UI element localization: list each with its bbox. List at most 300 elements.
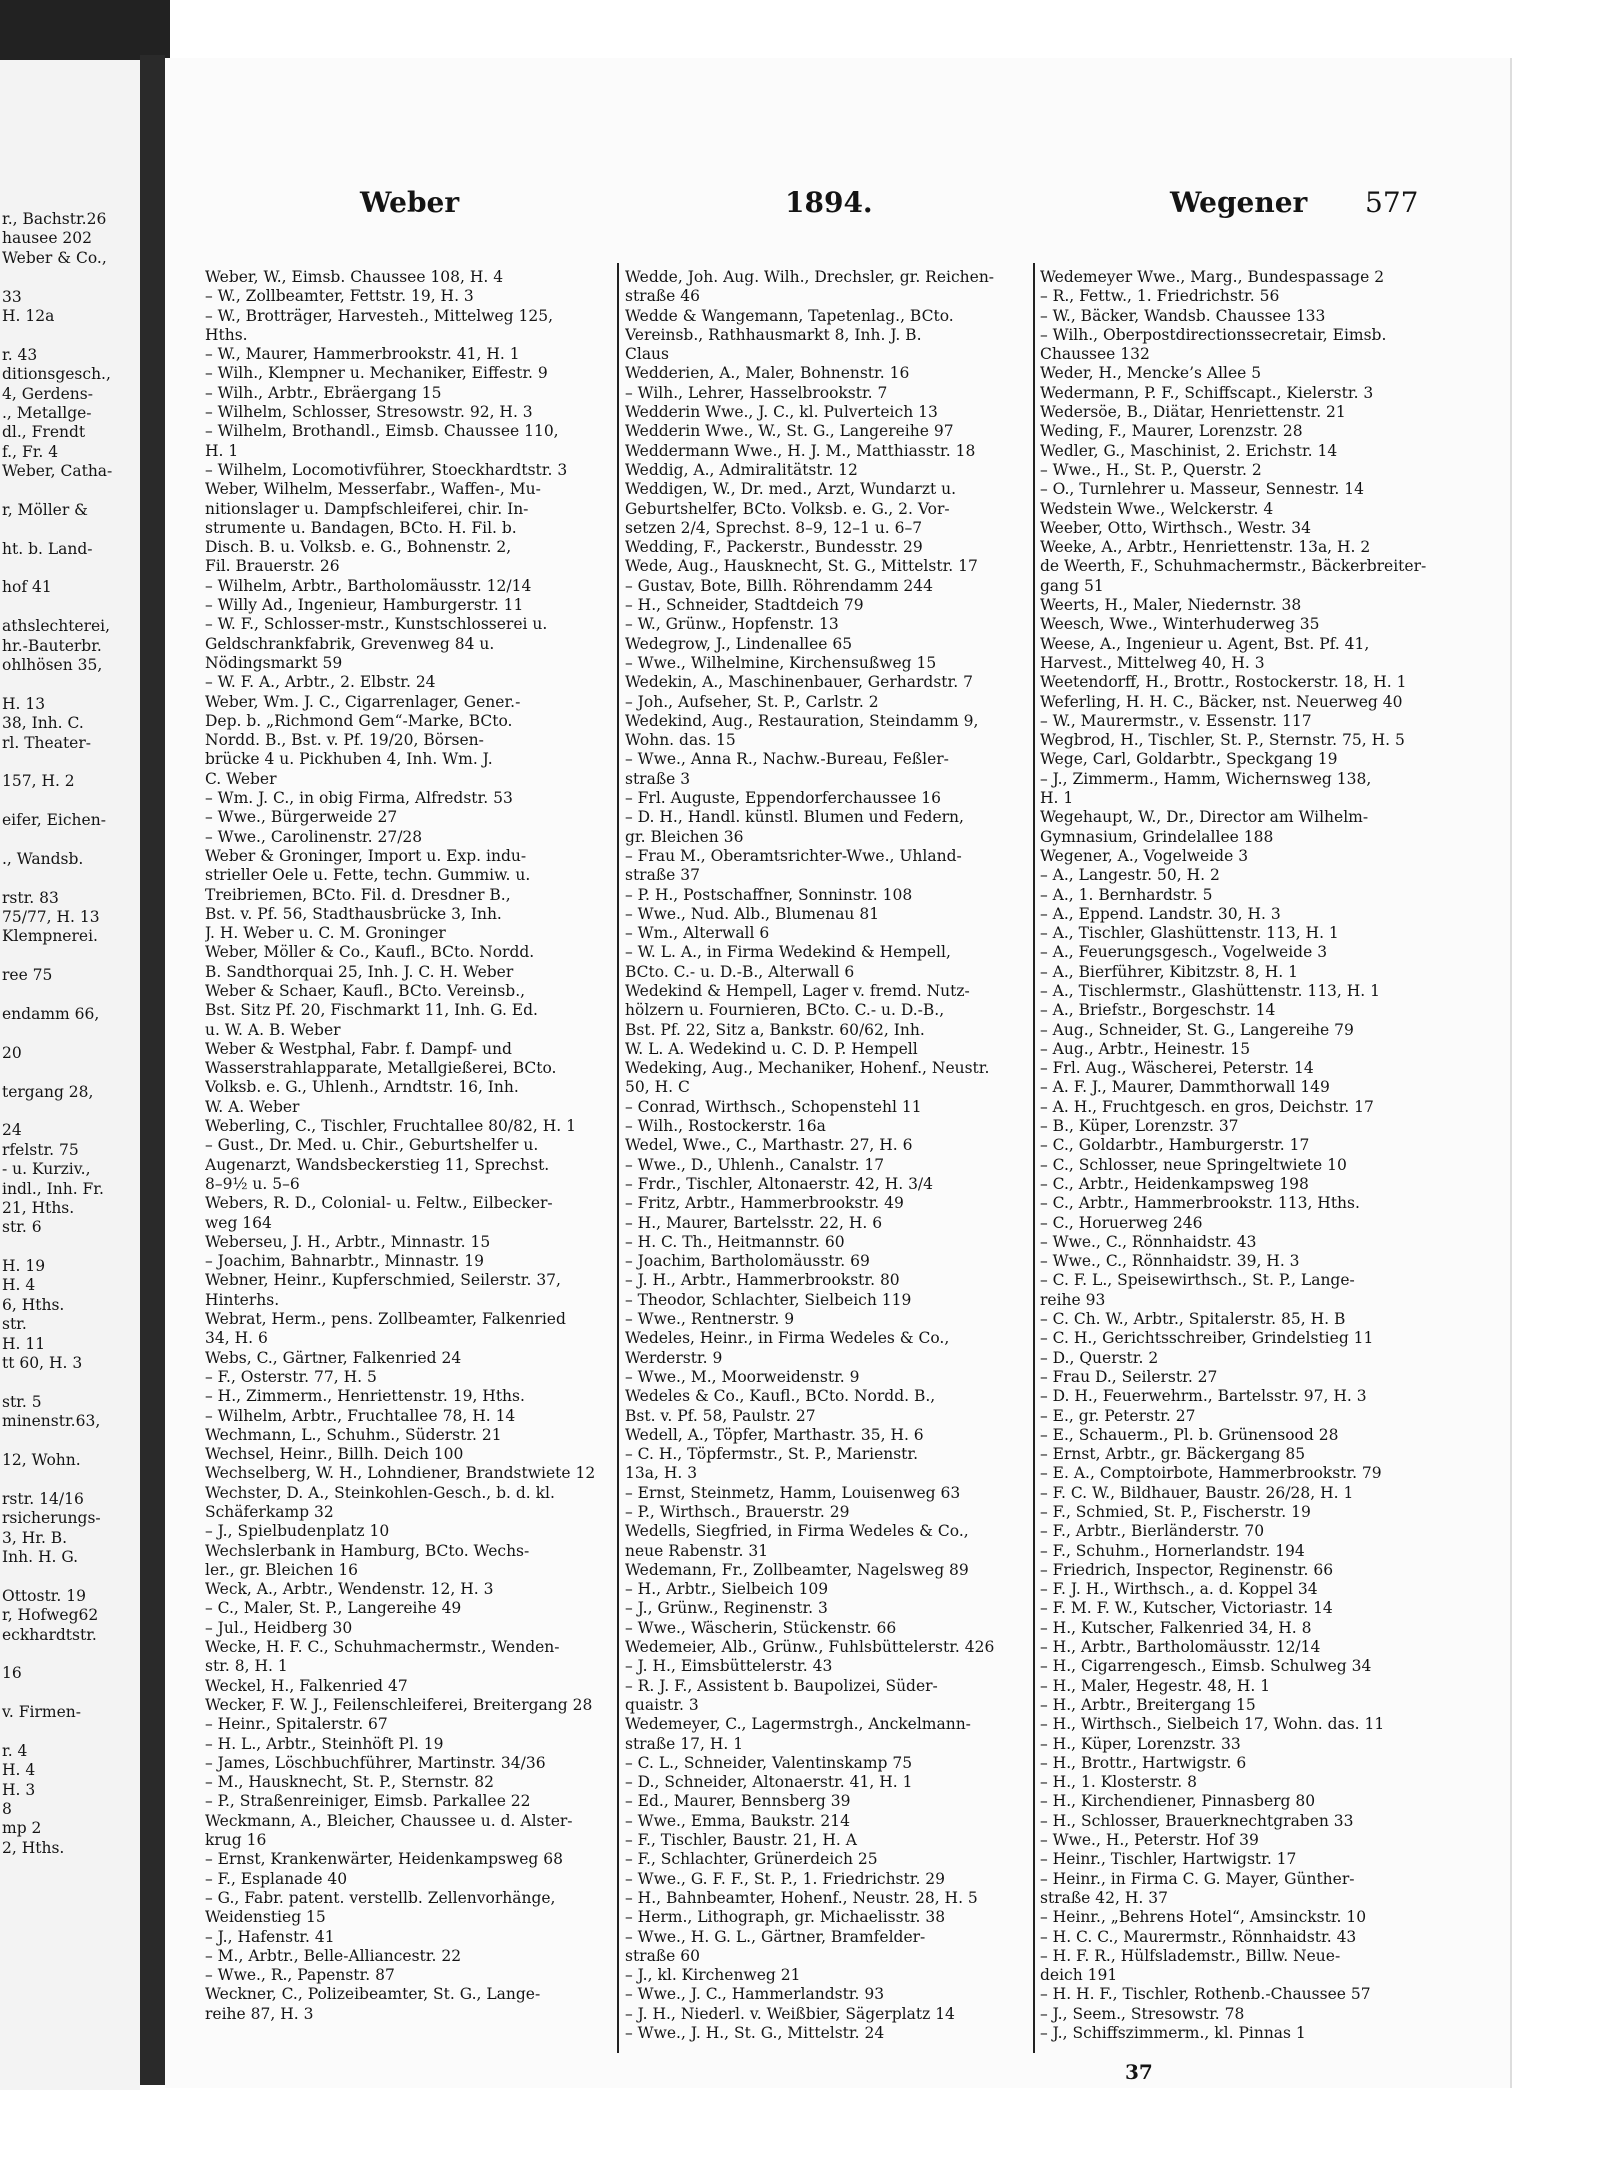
directory-entry-line: – H., Schneider, Stadtdeich 79 [625,596,864,615]
directory-entry-line: Bst. Sitz Pf. 20, Fischmarkt 11, Inh. G. Ed. [205,1001,538,1020]
left-page-fragment: eckhardtstr. [2,1625,97,1644]
directory-entry-line: Wedekind, Aug., Restauration, Steindamm 9, [625,711,979,730]
directory-entry-line: Wedemeyer Wwe., Marg., Bundespassage 2 [1040,268,1385,286]
left-page-fragment: H. 4 [2,1761,36,1780]
directory-entry-line: – H., Maler, Hegestr. 48, H. 1 [1040,1676,1271,1695]
left-page-fragment: rfelstr. 75 [2,1140,79,1159]
left-page-fragment: rstr. 14/16 [2,1489,84,1508]
directory-entry-line: Weeber, Otto, Wirthsch., Westr. 34 [1040,518,1311,537]
directory-entry-line: krug 16 [205,1831,267,1850]
directory-entry-line: Claus [625,345,669,364]
directory-entry-line: – Wwe., C., Rönnhaidstr. 43 [1040,1232,1257,1251]
directory-entry-line: – J., Spielbudenplatz 10 [205,1522,390,1541]
directory-entry-line: – Theodor, Schlachter, Sielbeich 119 [625,1290,912,1309]
directory-entry-line: Gymnasium, Grindelallee 188 [1040,827,1274,846]
directory-entry-line: – James, Löschbuchführer, Martinstr. 34/36 [205,1753,546,1772]
left-page-fragment: str. 5 [2,1392,42,1411]
directory-entry-line: – Ernst, Arbtr., gr. Bäckergang 85 [1040,1445,1306,1464]
directory-entry-line: Nordd. B., Bst. v. Pf. 19/20, Börsen- [205,731,484,750]
directory-entry-line: – F. M. F. W., Kutscher, Victoriastr. 14 [1040,1599,1333,1618]
left-page-fragment: Weber, Catha- [2,462,113,481]
directory-entry-line: – D., Schneider, Altonaerstr. 41, H. 1 [625,1773,913,1792]
directory-entry-line: – H. F. R., Hülfslademstr., Billw. Neue- [1040,1946,1341,1965]
directory-entry-line: Harvest., Mittelweg 40, H. 3 [1040,653,1265,672]
directory-entry-line: – Aug., Schneider, St. G., Langereihe 79 [1040,1020,1354,1039]
directory-entry-line: – Gust., Dr. Med. u. Chir., Geburtshelfer u. [205,1136,539,1155]
scan-background [0,0,170,60]
left-page-fragment: 12, Wohn. [2,1451,81,1469]
left-page-fragment: indl., Inh. Fr. [2,1179,104,1198]
directory-entry-line: 13a, H. 3 [625,1464,698,1483]
left-page-fragment [2,1645,140,1664]
left-page-fragment [2,792,140,811]
directory-entry-line: straße 3 [625,769,691,788]
left-page-fragment: str. 6 [2,1218,42,1237]
left-page-fragment [2,753,140,772]
directory-entry-line: Wedderin Wwe., W., St. G., Langereihe 97 [625,422,954,441]
directory-column-1 [205,268,610,2024]
directory-entry-line: – C., Maler, St. P., Langereihe 49 [205,1599,462,1618]
directory-entry-line: Weddigen, W., Dr. med., Arzt, Wundarzt u. [625,480,957,499]
left-page-fragment: H. 13 [2,694,46,713]
left-page-fragment: 20 [2,1043,22,1062]
directory-entry-line: – Wilhelm, Brothandl., Eimsb. Chaussee 110, [205,422,559,441]
directory-entry-line: – E., gr. Peterstr. 27 [1040,1406,1196,1425]
directory-entry-line: gr. Bleichen 36 [625,827,744,846]
directory-entry-line: – D., Querstr. 2 [1040,1348,1159,1367]
directory-entry-line: Webs, C., Gärtner, Falkenried 24 [205,1348,462,1367]
directory-entry-line: – H., Kirchendiener, Pinnasberg 80 [1040,1792,1316,1811]
directory-entry-line: straße 37 [625,866,701,885]
directory-entry-line: – J., Hafenstr. 41 [205,1927,335,1946]
directory-entry-line: Augenarzt, Wandsbeckerstieg 11, Sprechst. [205,1155,550,1174]
directory-entry-line: – Frau D., Seilerstr. 27 [1040,1367,1218,1386]
directory-entry-line: – Frl. Auguste, Eppendorferchaussee 16 [625,789,942,808]
left-page-fragment: 3, Hr. B. [2,1528,68,1547]
directory-entry-line: H. 1 [1040,789,1074,808]
directory-entry-line: – A., Tischler, Glashüttenstr. 113, H. 1 [1040,924,1339,943]
directory-entry-line: – W., Grünw., Hopfenstr. 13 [625,615,839,634]
directory-entry-line: – F., Osterstr. 77, H. 5 [205,1367,377,1386]
directory-entry-line: Weding, F., Maurer, Lorenzstr. 28 [1040,422,1303,441]
left-page-fragment: 38, Inh. C. [2,714,84,733]
directory-entry-line: – C. H., Töpfermstr., St. P., Marienstr. [625,1445,919,1464]
directory-entry-line: BCto. C.- u. D.-B., Alterwall 6 [625,962,855,981]
directory-entry-line: – M., Hausknecht, St. P., Sternstr. 82 [205,1773,494,1792]
directory-entry-line: Treibriemen, BCto. Fil. d. Dresdner B., [205,885,511,904]
directory-entry-line: Weber, Wm. J. C., Cigarrenlager, Gener.- [205,692,521,711]
directory-entry-line: – Wwe., D., Uhlenh., Canalstr. 17 [625,1155,885,1174]
left-page-fragment: ht. b. Land- [2,539,93,558]
directory-entry-line: Hinterhs. [205,1290,280,1309]
directory-entry-line: – Wwe., Carolinenstr. 27/28 [205,827,423,846]
left-page-fragment [2,1373,140,1392]
directory-entry-line: – W. L. A., in Firma Wedekind & Hempell, [625,943,951,962]
left-page-fragment [2,1063,140,1082]
left-page-fragment: tergang 28, [2,1082,94,1101]
left-page-fragment: H. 11 [2,1334,46,1353]
directory-entry-line: brücke 4 u. Pickhuben 4, Inh. Wm. J. [205,750,493,769]
directory-entry-line: Weesch, Wwe., Winterhuderweg 35 [1040,615,1320,634]
directory-entry-line: – J. H., Arbtr., Hammerbrookstr. 80 [625,1271,900,1290]
left-page-fragment [2,598,140,617]
directory-entry-line: Weferling, H. H. C., Bäcker, nst. Neuerweg 40 [1040,692,1403,711]
directory-entry-line: Bst. v. Pf. 58, Paulstr. 27 [625,1406,816,1425]
directory-entry-line: – F. C. W., Bildhauer, Baustr. 26/28, H. 1 [1040,1483,1354,1502]
directory-entry-line: – H. C. Th., Heitmannstr. 60 [625,1232,845,1251]
directory-entry-line: – A. F. J., Maurer, Dammthorwall 149 [1040,1078,1330,1097]
directory-entry-line: Chaussee 132 [1040,345,1150,364]
left-page-fragment [2,831,140,850]
directory-entry-line: – C., Goldarbtr., Hamburgerstr. 17 [1040,1136,1310,1155]
directory-entry-line: J. H. Weber u. C. M. Groninger [205,924,446,943]
directory-entry-line: Weber & Schaer, Kaufl., BCto. Vereinsb., [205,981,526,1000]
directory-entry-line: W. A. Weber [205,1097,300,1116]
directory-entry-line: Wohn. das. 15 [625,731,736,750]
directory-entry-line: – Wwe., H. G. L., Gärtner, Bramfelder- [625,1927,926,1946]
directory-entry-line: – H., Wirthsch., Sielbeich 17, Wohn. das. 11 [1040,1715,1385,1734]
directory-entry-line: 34, H. 6 [205,1329,268,1348]
directory-entry-line: – P., Straßenreiniger, Eimsb. Parkallee 22 [205,1792,531,1811]
directory-entry-line: – Friedrich, Inspector, Reginenstr. 66 [1040,1560,1334,1579]
directory-entry-line: – H., Maurer, Bartelsstr. 22, H. 6 [625,1213,883,1232]
directory-entry-line: – J., Zimmerm., Hamm, Wichernsweg 138, [1040,769,1372,788]
left-page-fragment [2,1432,140,1451]
directory-entry-line: – A., Briefstr., Borgeschstr. 14 [1040,1001,1276,1020]
directory-entry-line: Wedeking, Aug., Mechaniker, Hohenf., Neustr. [625,1059,990,1078]
directory-entry-line: – Heinr., Spitalerstr. 67 [205,1715,388,1734]
directory-entry-line: weg 164 [205,1213,272,1232]
directory-entry-line: – W. F. A., Arbtr., 2. Elbstr. 24 [205,673,436,692]
left-page-fragment: rl. Theater- [2,733,92,752]
directory-entry-line: – A. H., Fruchtgesch. en gros, Deichstr. 17 [1040,1097,1374,1116]
directory-entry-line: gang 51 [1040,576,1104,595]
directory-entry-line: – Wwe., J. C., Hammerlandstr. 93 [625,1985,885,2004]
directory-entry-line: Wechslerbank in Hamburg, BCto. Wechs- [205,1541,530,1560]
directory-entry-line: – Wilhelm, Locomotivführer, Stoeckhardtstr. 3 [205,460,568,479]
directory-entry-line: – Wwe., M., Moorweidenstr. 9 [625,1367,860,1386]
directory-entry-line: Weidenstieg 15 [205,1908,326,1927]
left-page-fragment: athslechterei, [2,617,111,636]
directory-entry-line: – H., Brottr., Hartwigstr. 6 [1040,1753,1247,1772]
directory-entry-line: – Wilh., Lehrer, Hasselbrookstr. 7 [625,383,888,402]
left-page-fragment: r. 4 [2,1741,28,1760]
left-page-fragment: r. 43 [2,345,38,364]
left-page-fragment [2,986,140,1005]
directory-entry-line: Wedeles & Co., Kaufl., BCto. Nordd. B., [625,1387,936,1406]
directory-entry-line: Wedell, A., Töpfer, Marthastr. 35, H. 6 [625,1425,924,1444]
directory-entry-line: – J. H., Eimsbüttelerstr. 43 [625,1657,833,1676]
directory-entry-line: – C. H., Gerichtsschreiber, Grindelstieg 11 [1040,1329,1374,1348]
directory-entry-line: Weberling, C., Tischler, Fruchtallee 80/82, H. 1 [205,1117,576,1136]
directory-entry-line: Wecke, H. F. C., Schuhmachermstr., Wenden- [205,1638,560,1657]
column-rule-2 [1033,263,1035,2053]
directory-entry-line: – Wwe., Wilhelmine, Kirchensußweg 15 [625,653,937,672]
directory-entry-line: 8–9½ u. 5–6 [205,1174,300,1193]
directory-entry-line: H. 1 [205,441,239,460]
directory-entry-line: – C., Schlosser, neue Springeltwiete 10 [1040,1155,1347,1174]
directory-page [165,58,1512,2088]
directory-entry-line: – Wilhelm, Arbtr., Bartholomäusstr. 12/14 [205,576,532,595]
directory-entry-line: Wedells, Siegfried, in Firma Wedeles & Co., [625,1522,969,1541]
column-rule-1 [617,263,619,2053]
directory-entry-line: – Herm., Lithograph, gr. Michaelisstr. 38 [625,1908,946,1927]
directory-column-3 [1040,268,1460,2043]
directory-entry-line: Wege, Carl, Goldarbtr., Speckgang 19 [1040,750,1338,769]
directory-entry-line: – Wilhelm, Arbtr., Fruchtallee 78, H. 14 [205,1406,516,1425]
left-page-fragment [2,326,140,345]
directory-entry-line: strumente u. Bandagen, BCto. H. Fil. b. [205,518,517,537]
directory-entry-line: – C., Arbtr., Heidenkampsweg 198 [1040,1174,1309,1193]
directory-entry-line: – F., Esplanade 40 [205,1869,348,1888]
directory-entry-line: – D. H., Feuerwehrm., Bartelsstr. 97, H. 3 [1040,1387,1367,1406]
directory-entry-line: – H., Zimmerm., Henriettenstr. 19, Hths. [205,1387,525,1406]
directory-entry-line: – F., Arbtr., Bierländerstr. 70 [1040,1522,1265,1541]
directory-entry-line: Weerts, H., Maler, Niedernstr. 38 [1040,596,1302,615]
directory-entry-line: – W., Maurer, Hammerbrookstr. 41, H. 1 [205,345,520,364]
directory-entry-line: – F., Schuhm., Hornerlandstr. 194 [1040,1541,1305,1560]
directory-entry-line: Geldschrankfabrik, Grevenweg 84 u. [205,634,495,653]
directory-entry-line: – Wilhelm, Schlosser, Stresowstr. 92, H. 3 [205,403,533,422]
directory-entry-line: – H. L., Arbtr., Steinhöft Pl. 19 [205,1734,444,1753]
directory-entry-line: – B., Küper, Lorenzstr. 37 [1040,1117,1239,1136]
directory-entry-line: – F., Tischler, Baustr. 21, H. A [625,1831,857,1850]
directory-entry-line: Wedler, G., Maschinist, 2. Erichstr. 14 [1040,441,1338,460]
left-page-fragment: 157, H. 2 [2,772,75,791]
directory-entry-line: str. 8, H. 1 [205,1657,288,1676]
directory-entry-line: – Heinr., „Behrens Hotel“, Amsinckstr. 10 [1040,1908,1367,1927]
directory-entry-line: – Wwe., C., Rönnhaidstr. 39, H. 3 [1040,1252,1300,1271]
left-page-fragment: mp 2 [2,1819,42,1838]
directory-entry-line: straße 17, H. 1 [625,1734,744,1753]
directory-entry-line: Wedde, Joh. Aug. Wilh., Drechsler, gr. Reichen- [625,268,995,286]
directory-entry-line: – H., Arbtr., Sielbeich 109 [625,1580,829,1599]
directory-entry-line: Wedderien, A., Maler, Bohnenstr. 16 [625,364,910,383]
directory-entry-line: – Frl. Aug., Wäscherei, Peterstr. 14 [1040,1059,1314,1078]
directory-entry-line: – C., Arbtr., Hammerbrookstr. 113, Hths. [1040,1194,1360,1213]
directory-entry-line: – J., Seem., Stresowstr. 78 [1040,2004,1245,2023]
directory-entry-line: u. W. A. B. Weber [205,1020,341,1039]
directory-entry-line: Wedde & Wangemann, Tapetenlag., BCto. [625,306,954,325]
directory-entry-line: ler., gr. Bleichen 16 [205,1560,359,1579]
directory-entry-line: – Wilh., Klempner u. Mechaniker, Eiffestr. 9 [205,364,548,383]
left-page-fragment: 75/77, H. 13 [2,908,100,927]
directory-entry-line: Webner, Heinr., Kupferschmied, Seilerstr. 37, [205,1271,561,1290]
running-head-right: Wegener [1170,186,1308,219]
directory-entry-line: Wegehaupt, W., Dr., Director am Wilhelm- [1040,808,1369,827]
directory-entry-line: – Ernst, Krankenwärter, Heidenkampsweg 68 [205,1850,564,1869]
directory-entry-line: Weber, Wilhelm, Messerfabr., Waffen-, Mu- [205,480,541,499]
left-page-fragment: rstr. 83 [2,888,59,907]
directory-entry-line: – Wwe., J. H., St. G., Mittelstr. 24 [625,2024,885,2043]
directory-entry-line: – H. H. F., Tischler, Rothenb.-Chaussee 57 [1040,1985,1371,2004]
directory-entry-line: – F. J. H., Wirthsch., a. d. Koppel 34 [1040,1580,1318,1599]
directory-entry-line: – Gustav, Bote, Billh. Röhrendamm 244 [625,576,933,595]
left-page-fragment [2,1722,140,1741]
directory-entry-line: – O., Turnlehrer u. Masseur, Sennestr. 14 [1040,480,1364,499]
directory-entry-line: Wedemeyer, C., Lagermstrgh., Anckelmann- [625,1715,971,1734]
left-page-fragment: rsicherungs- [2,1509,101,1528]
directory-entry-line: – H., Arbtr., Bartholomäusstr. 12/14 [1040,1638,1321,1657]
directory-entry-line: Wedel, Wwe., C., Marthastr. 27, H. 6 [625,1136,913,1155]
left-page-fragment [2,520,140,539]
directory-entry-line: – H., 1. Klosterstr. 8 [1040,1773,1197,1792]
left-page-fragment [2,1024,140,1043]
left-page-fragment [2,1684,140,1703]
directory-entry-line: Weckmann, A., Bleicher, Chaussee u. d. Alster- [205,1811,573,1830]
directory-entry-line: – W., Zollbeamter, Fettstr. 19, H. 3 [205,287,474,306]
directory-entry-line: – Wwe., Emma, Baukstr. 214 [625,1811,850,1830]
directory-entry-line: – Wwe., H., Peterstr. Hof 39 [1040,1831,1259,1850]
directory-entry-line: – J. H., Niederl. v. Weißbier, Sägerplatz 14 [625,2004,955,2023]
directory-entry-line: – Frdr., Tischler, Altonaerstr. 42, H. 3/4 [625,1174,934,1193]
left-page-fragment: hof 41 [2,578,52,597]
directory-entry-line: – A., Langestr. 50, H. 2 [1040,866,1220,885]
directory-entry-line: – Frau M., Oberamtsrichter-Wwe., Uhland- [625,846,962,865]
directory-entry-line: – Willy Ad., Ingenieur, Hamburgerstr. 11 [205,596,524,615]
directory-entry-line: Geburtshelfer, BCto. Volksb. e. G., 2. Vor- [625,499,950,518]
directory-entry-line: – Joachim, Bahnarbtr., Minnastr. 19 [205,1252,485,1271]
directory-entry-line: hölzern u. Fournieren, BCto. C.- u. D.-B., [625,1001,945,1020]
directory-entry-line: Volksb. e. G., Uhlenh., Arndtstr. 16, Inh. [205,1078,519,1097]
directory-entry-line: – E., Schauerm., Pl. b. Grünensood 28 [1040,1425,1339,1444]
directory-entry-line: Dep. b. „Richmond Gem“-Marke, BCto. [205,711,513,730]
directory-entry-line: Weber, Möller & Co., Kaufl., BCto. Nordd. [205,943,535,962]
directory-entry-line: C. Weber [205,769,277,788]
left-page-fragment: - u. Kurziv., [2,1160,91,1179]
directory-entry-line: – Wwe., Bürgerweide 27 [205,808,398,827]
directory-entry-line: – H., Schlosser, Brauerknechtgraben 33 [1040,1811,1354,1830]
directory-entry-line: Bst. v. Pf. 56, Stadthausbrücke 3, Inh. [205,904,502,923]
directory-entry-line: deich 191 [1040,1966,1118,1985]
directory-entry-line: – Joh., Aufseher, St. P., Carlstr. 2 [625,692,879,711]
directory-entry-line: – Wwe., Anna R., Nachw.-Bureau, Feßler- [625,750,949,769]
directory-entry-line: – H. C. C., Maurermstr., Rönnhaidstr. 43 [1040,1927,1357,1946]
left-page-fragment: ree 75 [2,966,53,985]
left-page-fragment: dl., Frendt [2,423,86,442]
directory-entry-line: – R. J. F., Assistent b. Baupolizei, Süder- [625,1676,938,1695]
directory-entry-line: – D. H., Handl. künstl. Blumen und Federn, [625,808,964,827]
left-page-fragment: eifer, Eichen- [2,811,106,830]
directory-entry-line: – Heinr., in Firma C. G. Mayer, Günther- [1040,1869,1355,1888]
left-page-fragment: v. Firmen- [2,1703,81,1722]
directory-entry-line: – P., Wirthsch., Brauerstr. 29 [625,1503,850,1521]
left-page-fragment: Klempnerei. [2,927,98,946]
directory-entry-line: – W., Maurermstr., v. Essenstr. 117 [1040,711,1312,730]
left-page-fragment: 33 [2,287,22,306]
directory-entry-line: – P. H., Postschaffner, Sonninstr. 108 [625,885,913,904]
left-page-fragment [2,1470,140,1489]
left-page-fragment: 2, Hths. [2,1838,65,1857]
left-page-fragment [2,947,140,966]
directory-entry-line: Wede, Aug., Hausknecht, St. G., Mittelstr. 17 [625,557,978,576]
directory-entry-line: Weckner, C., Polizeibeamter, St. G., Lange- [205,1985,541,2004]
directory-entry-line: Weetendorff, H., Brottr., Rostockerstr. 18, H. 1 [1040,673,1407,692]
directory-entry-line: – A., Eppend. Landstr. 30, H. 3 [1040,904,1281,923]
directory-entry-line: Weckel, H., Falkenried 47 [205,1676,408,1695]
directory-entry-line: Weese, A., Ingenieur u. Agent, Bst. Pf. 41, [1040,634,1370,653]
directory-entry-line: – W., Bäcker, Wandsb. Chaussee 133 [1040,306,1326,325]
left-page-fragment [2,675,140,694]
left-page-fragment: str. [2,1315,27,1334]
directory-entry-line: – M., Arbtr., Belle-Alliancestr. 22 [205,1946,462,1965]
directory-entry-line: – Wm. J. C., in obig Firma, Alfredstr. 53 [205,789,513,808]
left-page-fragment: ohlhösen 35, [2,655,103,674]
directory-entry-line: – Conrad, Wirthsch., Schopenstehl 11 [625,1097,922,1116]
directory-entry-line: Wechmann, L., Schuhm., Süderstr. 21 [205,1425,502,1444]
directory-entry-line: – G., Fabr. patent. verstellb. Zellenvorhänge, [205,1888,556,1907]
directory-entry-line: – J., kl. Kirchenweg 21 [625,1966,801,1985]
directory-entry-line: Wechsel, Heinr., Billh. Deich 100 [205,1445,464,1464]
directory-entry-line: Wedekin, A., Maschinenbauer, Gerhardstr. 7 [625,673,973,692]
directory-entry-line: – C. Ch. W., Arbtr., Spitalerstr. 85, H. B [1040,1310,1346,1329]
directory-entry-line: – A., Tischlermstr., Glashüttenstr. 113, H. 1 [1040,981,1381,1000]
directory-entry-line: straße 46 [625,287,701,306]
directory-entry-line: Wedegrow, J., Lindenallee 65 [625,634,853,653]
directory-entry-line: – W., Brotträger, Harvesteh., Mittelweg 125, [205,306,554,325]
directory-entry-line: Wegbrod, H., Tischler, St. P., Sternstr. 75, H. 5 [1040,731,1405,750]
running-head-year: 1894. [785,186,873,219]
directory-entry-line: – C. F. L., Speisewirthsch., St. P., Lange- [1040,1271,1355,1290]
left-page-fragment [2,481,140,500]
left-page-fragment [2,869,140,888]
running-head [165,176,1475,226]
left-page-fragment: H. 4 [2,1276,36,1295]
directory-entry-line: Vereinsb., Rathhausmarkt 8, Inh. J. B. [625,325,922,344]
left-page-fragment [2,1238,140,1257]
directory-entry-line: Weber, W., Eimsb. Chaussee 108, H. 4 [205,268,504,286]
left-page-fragment: endamm 66, [2,1005,100,1024]
directory-entry-line: Wedding, F., Packerstr., Bundesstr. 29 [625,538,923,557]
left-page-fragment: H. 19 [2,1257,46,1276]
directory-entry-line: – Wwe., H., St. P., Querstr. 2 [1040,460,1262,479]
left-page-fragment [2,559,140,578]
directory-entry-line: – Wilh., Rostockerstr. 16a [625,1117,826,1136]
left-page-fragment [2,1102,140,1121]
directory-entry-line: Weber & Westphal, Fabr. f. Dampf- und [205,1039,512,1058]
directory-entry-line: – J., Grünw., Reginenstr. 3 [625,1599,828,1618]
directory-entry-line: – H., Bahnbeamter, Hohenf., Neustr. 28, H. 5 [625,1888,978,1907]
directory-entry-line: – Jul., Heidberg 30 [205,1618,353,1637]
directory-entry-line: Wedermann, P. F., Schiffscapt., Kielerstr. 3 [1040,383,1374,402]
directory-entry-line: – E. A., Comptoirbote, Hammerbrookstr. 79 [1040,1464,1382,1483]
left-page-fragments [0,210,140,1858]
directory-entry-line: setzen 2/4, Sprechst. 8–9, 12–1 u. 6–7 [625,518,923,537]
left-page-fragment: hausee 202 [2,229,93,248]
directory-entry-line: Nödingsmarkt 59 [205,653,343,672]
directory-entry-line: – W. F., Schlosser-mstr., Kunstschlosserei u. [205,615,548,634]
directory-entry-line: – Wilh., Arbtr., Ebräergang 15 [205,383,442,402]
directory-entry-line: – F., Schmied, St. P., Fischerstr. 19 [1040,1503,1311,1521]
directory-entry-line: quaistr. 3 [625,1695,699,1714]
directory-entry-line: reihe 93 [1040,1290,1106,1309]
directory-entry-line: – H., Arbtr., Breitergang 15 [1040,1695,1256,1714]
left-page-fragment: f., Fr. 4 [2,442,59,461]
directory-entry-line: – Wwe., Nud. Alb., Blumenau 81 [625,904,880,923]
directory-entry-line: 50, H. C [625,1078,690,1097]
directory-entry-line: – C., Horuerweg 246 [1040,1213,1203,1232]
left-page-fragment: hr.-Bauterbr. [2,636,102,655]
directory-entry-line: – Wwe., Wäscherin, Stückenstr. 66 [625,1618,897,1637]
directory-entry-line: – Wm., Alterwall 6 [625,924,770,943]
directory-entry-line: Weck, A., Arbtr., Wendenstr. 12, H. 3 [205,1580,494,1599]
left-page-fragment: Weber & Co., [2,248,107,267]
left-page-fragment: r., Bachstr.26 [2,210,107,228]
directory-entry-line: – C. L., Schneider, Valentinskamp 75 [625,1753,913,1772]
page-number: 577 [1365,186,1419,219]
directory-entry-line: – Wwe., Rentnerstr. 9 [625,1310,795,1329]
directory-entry-line: – Ed., Maurer, Bennsberg 39 [625,1792,851,1811]
